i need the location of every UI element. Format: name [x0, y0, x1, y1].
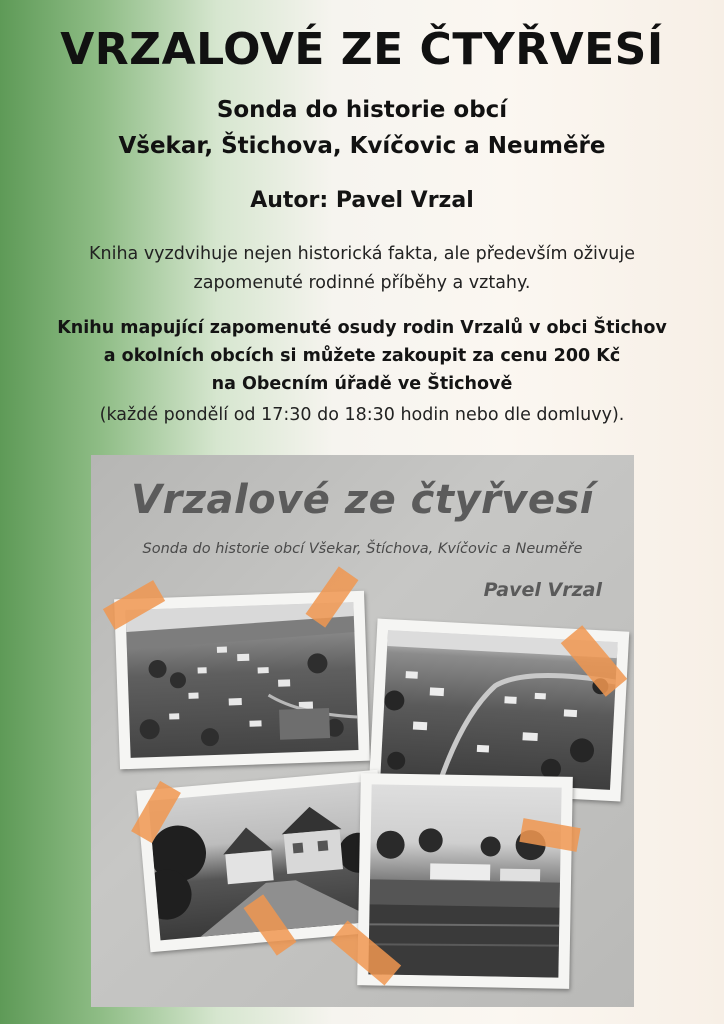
subtitle-line-2: Všekar, Štichova, Kvíčovic a Neuměře — [118, 133, 606, 159]
cover-author: Pavel Vrzal — [483, 579, 602, 601]
cover-title: Vrzalové ze čtyřvesí — [131, 477, 594, 523]
description-line-1: Kniha vyzdvihuje nejen historická fakta, ale především oživuje — [89, 244, 635, 264]
purchase-info — [0, 314, 724, 398]
village-pond-svg — [368, 784, 561, 977]
poster-title: VRZALOVÉ ZE ČTYŘVESÍ — [60, 24, 664, 75]
description — [0, 240, 724, 298]
cover-subtitle: Sonda do historie obcí Všekar, Štíchova, Kvíčovic a Neuměře — [142, 541, 583, 557]
book-cover-image — [91, 455, 634, 1007]
opening-hours: (každé pondělí od 17:30 do 18:30 hodin nebo dle domluvy). — [99, 405, 625, 425]
purchase-line-2: a okolních obcích si můžete zakoupit za cenu 200 Kč — [103, 346, 621, 366]
description-line-2: zapomenuté rodinné příběhy a vztahy. — [193, 273, 531, 293]
poster-subtitle — [0, 92, 724, 164]
author-line: Autor: Pavel Vrzal — [250, 188, 474, 213]
subtitle-line-1: Sonda do historie obcí — [216, 97, 508, 123]
purchase-line-1: Knihu mapující zapomenuté osudy rodin Vrzalů v obci Štichov — [57, 318, 667, 338]
purchase-line-3: na Obecním úřadě ve Štichově — [211, 374, 513, 394]
